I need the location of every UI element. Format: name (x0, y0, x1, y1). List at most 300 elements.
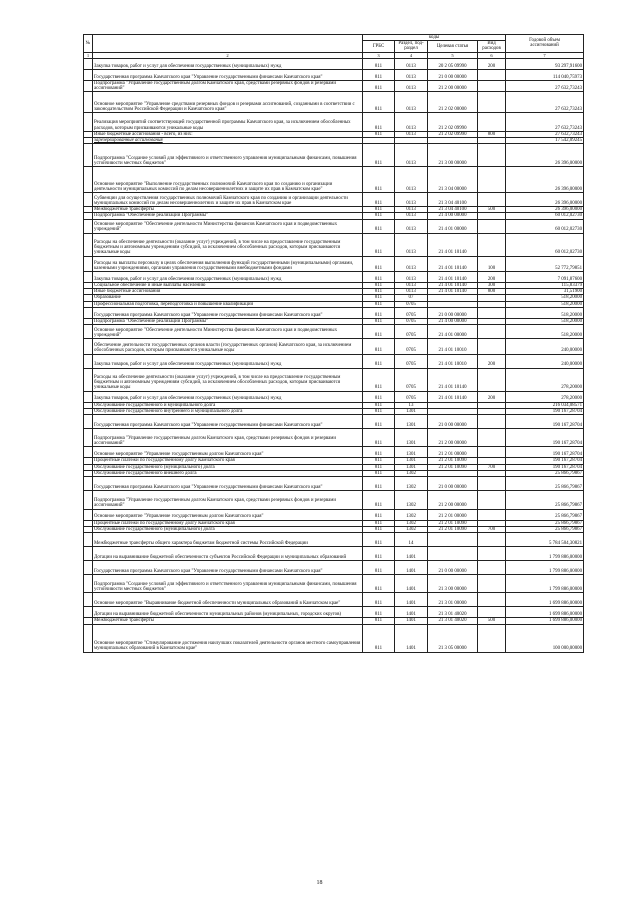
row-number-cell (84, 428, 93, 447)
row-grbs-cell: 811 (363, 113, 395, 132)
row-razdel-cell: 0705 (395, 301, 428, 307)
row-expense-type-cell: 300 (478, 283, 506, 289)
row-number-cell (84, 193, 93, 207)
row-number-cell (84, 219, 93, 233)
row-razdel-cell: 0113 (395, 207, 428, 213)
row-expense-type-cell (478, 80, 506, 91)
row-grbs-cell: 811 (363, 233, 395, 256)
row-razdel-cell: 0705 (395, 368, 428, 391)
row-expense-type-cell (478, 509, 506, 520)
row-razdel-cell: 0705 (395, 339, 428, 355)
header-number: № (84, 35, 93, 53)
table-row (84, 509, 584, 520)
row-sum-cell: 216 034,08571 (506, 402, 584, 408)
row-name-cell: Подпрограмма "Создание условий для эффективного и ответственного управления муниципальными финансами, повышения устойчивости местных бюджетов" (93, 574, 363, 593)
row-sum-cell: 1 799 886,00000 (506, 546, 584, 560)
row-grbs-cell: 811 (363, 272, 395, 283)
row-name-cell: Иные бюджетные ассигнования - всего, из них: (93, 131, 363, 137)
index-cell: 4 (395, 52, 428, 58)
row-razdel-cell: 1401 (395, 560, 428, 574)
row-razdel-cell: 1302 (395, 520, 428, 526)
row-sum-cell: 60 012,02730 (506, 213, 584, 219)
row-target-article-cell: 21 2 00 00000 (428, 428, 478, 447)
index-cell: 1 (84, 52, 93, 58)
row-sum-cell: 60 012,02730 (506, 219, 584, 233)
row-sum-cell: 190 167,28704 (506, 414, 584, 428)
row-grbs-cell: 811 (363, 207, 395, 213)
row-razdel-cell: 13 (395, 402, 428, 408)
row-expense-type-cell (478, 546, 506, 560)
row-name-cell: Основное мероприятие "Обеспечение деятельности Министерства финансов Камчатского края и подведомственных учреждений" (93, 325, 363, 339)
row-razdel-cell: 0113 (395, 58, 428, 69)
row-expense-type-cell (478, 167, 506, 193)
row-sum-cell: 27 632,73243 (506, 131, 584, 137)
row-expense-type-cell (478, 624, 506, 652)
row-razdel-cell: 1401 (395, 593, 428, 607)
row-razdel-cell: 1301 (395, 414, 428, 428)
row-sum-cell: 25 866,79867 (506, 477, 584, 491)
row-name-cell: Государственная программа Камчатского края "Управление государственными финансами Камчатского края" (93, 414, 363, 428)
row-sum-cell: 17 542,09245 (506, 137, 584, 143)
row-razdel-cell: 0113 (395, 167, 428, 193)
row-razdel-cell: 1401 (395, 618, 428, 624)
table-row (84, 113, 584, 132)
row-grbs-cell: 811 (363, 574, 395, 593)
table-row (84, 447, 584, 458)
table-row (84, 58, 584, 69)
row-razdel-cell: 1401 (395, 624, 428, 652)
row-sum-cell: 25 866,79867 (506, 470, 584, 476)
row-number-cell (84, 491, 93, 510)
row-razdel-cell: 0113 (395, 256, 428, 272)
row-expense-type-cell (478, 307, 506, 318)
table-row (84, 272, 584, 283)
row-razdel-cell: 0113 (395, 80, 428, 91)
row-expense-type-cell (478, 193, 506, 207)
row-name-cell: зарезервированные ассигнования (93, 137, 363, 143)
row-target-article-cell: 21 3 01 40020 (428, 618, 478, 624)
row-grbs-cell: 811 (363, 219, 395, 233)
row-name-cell: Расходы на выплаты персоналу в целях обеспечения выполнения функций государственными (муниципальными) органами, казенными учреждениями, органами управления государственными внебюджетными фондами (93, 256, 363, 272)
row-razdel-cell: 1301 (395, 428, 428, 447)
header-codes: коды (363, 35, 506, 41)
row-razdel-cell: 1302 (395, 491, 428, 510)
row-number-cell (84, 144, 93, 167)
row-target-article-cell: 21 2 01 00000 (428, 509, 478, 520)
row-expense-type-cell (478, 368, 506, 391)
row-grbs-cell: 811 (363, 193, 395, 207)
row-razdel-cell: 1401 (395, 574, 428, 593)
table-row (84, 256, 584, 272)
row-expense-type-cell (478, 233, 506, 256)
row-razdel-cell: 0705 (395, 318, 428, 324)
row-grbs-cell: 811 (363, 289, 395, 295)
row-name-cell: Субвенции для осуществления государственных полномочий Камчатского края по созданию и организации деятельности муниципальных комиссий по делам несовершеннолетних и защите их прав в Камчатском крае (93, 193, 363, 207)
row-expense-type-cell: 200 (478, 272, 506, 283)
row-expense-type-cell (478, 113, 506, 132)
budget-table (83, 34, 584, 653)
row-name-cell: Государственная программа Камчатского края "Управление государственными финансами Камчатского края" (93, 307, 363, 318)
row-expense-type-cell: 800 (478, 131, 506, 137)
row-grbs-cell: 811 (363, 318, 395, 324)
row-grbs-cell: 811 (363, 307, 395, 318)
row-razdel-cell: 1301 (395, 408, 428, 414)
row-sum-cell: 518,20000 (506, 325, 584, 339)
index-cell: 6 (478, 52, 506, 58)
row-grbs-cell: 811 (363, 301, 395, 307)
row-expense-type-cell (478, 414, 506, 428)
row-sum-cell: 25 866,79867 (506, 526, 584, 532)
row-sum-cell: 518,20000 (506, 318, 584, 324)
row-sum-cell: 26 396,00000 (506, 207, 584, 213)
row-sum-cell: 27 632,73243 (506, 113, 584, 132)
row-number-cell (84, 58, 93, 69)
row-target-article-cell: 21 3 04 40100 (428, 193, 478, 207)
row-grbs-cell: 811 (363, 447, 395, 458)
row-grbs-cell: 811 (363, 80, 395, 91)
row-name-cell: Основное мероприятие "Управление средствами резервных фондов и резервами ассигнований, созданными в соответствии с законодательством Российской Федерации и Камчатского края" (93, 92, 363, 113)
row-name-cell: Основное мероприятие "Управление государственным долгом Камчатского края" (93, 509, 363, 520)
row-name-cell: Основное мероприятие "Управление государственным долгом Камчатского края" (93, 447, 363, 458)
row-grbs-cell: 811 (363, 339, 395, 355)
row-name-cell: Закупка товаров, работ и услуг для обеспечения государственных (муниципальных) нужд (93, 391, 363, 402)
row-sum-cell: 27 632,73243 (506, 92, 584, 113)
row-sum-cell: 518,20000 (506, 307, 584, 318)
header-expense-type: Вид расходов (478, 41, 506, 52)
row-number-cell (84, 532, 93, 546)
table-row (84, 339, 584, 355)
row-grbs-cell: 811 (363, 325, 395, 339)
row-expense-type-cell: 500 (478, 618, 506, 624)
row-sum-cell: 190 167,28704 (506, 408, 584, 414)
row-grbs-cell: 811 (363, 464, 395, 470)
row-expense-type-cell (478, 491, 506, 510)
table-body (84, 58, 584, 652)
row-name-cell: Межбюджетные трансферты (93, 207, 363, 213)
row-grbs-cell: 811 (363, 295, 395, 301)
row-expense-type-cell (478, 532, 506, 546)
row-target-article-cell: 21 4 01 10010 (428, 339, 478, 355)
table-row (84, 144, 584, 167)
row-sum-cell: 190 167,28704 (506, 458, 584, 464)
row-razdel-cell: 1302 (395, 477, 428, 491)
row-razdel-cell: 0113 (395, 219, 428, 233)
row-target-article-cell: 21 3 01 00000 (428, 593, 478, 607)
row-grbs-cell: 811 (363, 560, 395, 574)
row-name-cell: Основное мероприятие "Стимулирование достижения наилучших показателей деятельности органов местного самоуправления муниципальных образований в Камчатском крае" (93, 624, 363, 652)
row-razdel-cell: 0113 (395, 193, 428, 207)
row-grbs-cell: 811 (363, 593, 395, 607)
row-sum-cell: 25 866,79867 (506, 491, 584, 510)
row-name-cell: Основное мероприятие "Выравнивание бюджетной обеспеченности муниципальных образований в Камчатском крае" (93, 593, 363, 607)
row-sum-cell: 52 772,79851 (506, 256, 584, 272)
row-razdel-cell: 1301 (395, 447, 428, 458)
row-grbs-cell: 811 (363, 607, 395, 618)
row-sum-cell: 190 167,28704 (506, 428, 584, 447)
row-razdel-cell: 0113 (395, 69, 428, 80)
row-number-cell (84, 509, 93, 520)
row-expense-type-cell (478, 339, 506, 355)
row-name-cell: Основное мероприятие "Обеспечение деятельности Министерства финансов Камчатского края и подведомственных учреждений" (93, 219, 363, 233)
row-razdel-cell: 0705 (395, 391, 428, 402)
row-expense-type-cell: 100 (478, 256, 506, 272)
row-target-article-cell: 21 2 01 10090 (428, 464, 478, 470)
row-target-article-cell (428, 532, 478, 546)
table-row (84, 307, 584, 318)
row-number-cell (84, 477, 93, 491)
table-row (84, 546, 584, 560)
row-name-cell: Межбюджетные трансферты общего характера бюджетам бюджетной системы Российской Федерации (93, 532, 363, 546)
row-grbs-cell: 811 (363, 69, 395, 80)
row-sum-cell: 190 167,28704 (506, 464, 584, 470)
row-expense-type-cell (478, 219, 506, 233)
row-razdel-cell: 0113 (395, 92, 428, 113)
row-number-cell (84, 113, 93, 132)
row-razdel-cell: 0113 (395, 131, 428, 137)
table-row (84, 532, 584, 546)
row-name-cell: Подпрограмма "Управление государственным долгом Камчатского края, средствами резервных фондов и резервами ассигнований" (93, 428, 363, 447)
row-number-cell (84, 272, 93, 283)
row-target-article-cell: 21 4 01 10140 (428, 368, 478, 391)
row-razdel-cell: 0705 (395, 325, 428, 339)
row-sum-cell: 5 784 504,30821 (506, 532, 584, 546)
table-row (84, 167, 584, 193)
row-grbs-cell: 811 (363, 428, 395, 447)
row-expense-type-cell: 200 (478, 391, 506, 402)
index-cell: 3 (363, 52, 395, 58)
table-row (84, 354, 584, 368)
row-sum-cell: 240,00000 (506, 339, 584, 355)
row-sum-cell: 278,20000 (506, 368, 584, 391)
row-expense-type-cell (478, 593, 506, 607)
row-target-article-cell: 21 3 01 40020 (428, 607, 478, 618)
row-expense-type-cell (478, 69, 506, 80)
row-expense-type-cell (478, 607, 506, 618)
row-target-article-cell: 21 2 01 00000 (428, 447, 478, 458)
index-cell: 5 (428, 52, 478, 58)
row-razdel-cell: 1401 (395, 607, 428, 618)
row-target-article-cell: 21 0 00 00000 (428, 414, 478, 428)
row-expense-type-cell (478, 428, 506, 447)
row-number-cell (84, 69, 93, 80)
row-grbs-cell: 811 (363, 624, 395, 652)
row-razdel-cell: 1302 (395, 470, 428, 476)
row-target-article-cell: 21 4 00 00000 (428, 213, 478, 219)
header-razdel: Раздел, под- раздел (395, 41, 428, 52)
row-number-cell (84, 546, 93, 560)
row-grbs-cell: 811 (363, 532, 395, 546)
row-grbs-cell: 811 (363, 402, 395, 408)
row-razdel-cell: 0113 (395, 144, 428, 167)
row-number-cell (84, 80, 93, 91)
row-target-article-cell: 21 2 00 00000 (428, 80, 478, 91)
row-sum-cell: 1 699 886,00000 (506, 607, 584, 618)
row-name-cell: Закупка товаров, работ и услуг для обеспечения государственных (муниципальных) нужд (93, 58, 363, 69)
row-name-cell: Дотации на выравнивание бюджетной обеспеченности субъектов Российской Федерации и муниципальных образований (93, 546, 363, 560)
table-row (84, 193, 584, 207)
table-row (84, 414, 584, 428)
row-expense-type-cell: 200 (478, 58, 506, 69)
row-sum-cell: 278,20000 (506, 391, 584, 402)
row-expense-type-cell (478, 574, 506, 593)
header-grbs: ГРБС (363, 41, 395, 52)
table-row (84, 593, 584, 607)
table-row (84, 69, 584, 80)
row-name-cell: Реализация мероприятий соответствующей государственной программы Камчатского края, за исключением обособленных расходов, которым присваиваются уникальные коды (93, 113, 363, 132)
row-target-article-cell: 21 3 04 00000 (428, 167, 478, 193)
row-sum-cell: 31,51900 (506, 289, 584, 295)
row-target-article-cell: 21 3 05 00000 (428, 624, 478, 652)
row-razdel-cell: 1302 (395, 526, 428, 532)
row-sum-cell: 60 012,02730 (506, 233, 584, 256)
row-name-cell: Расходы на обеспечение деятельности (оказание услуг) учреждений, в том числе на предоставление государственным бюджетным и автономным учреждениям субсидий, за исключением обособленных расходов, которым присваиваются уникальные коды (93, 233, 363, 256)
row-grbs-cell: 811 (363, 167, 395, 193)
row-sum-cell: 7 091,87600 (506, 272, 584, 283)
row-grbs-cell: 811 (363, 470, 395, 476)
row-razdel-cell: 1401 (395, 546, 428, 560)
row-grbs-cell: 811 (363, 509, 395, 520)
row-name-cell: Подпрограмма "Обеспечение реализации Программы" (93, 213, 363, 219)
row-expense-type-cell: 700 (478, 464, 506, 470)
row-grbs-cell: 811 (363, 144, 395, 167)
row-sum-cell: 518,20000 (506, 295, 584, 301)
row-number-cell (84, 256, 93, 272)
row-sum-cell: 115,83379 (506, 283, 584, 289)
row-sum-cell: 1 799 886,00000 (506, 560, 584, 574)
row-name-cell: Образование (93, 295, 363, 301)
row-grbs-cell: 811 (363, 131, 395, 137)
row-target-article-cell: 21 2 01 10090 (428, 458, 478, 464)
row-target-article-cell: 21 0 00 00000 (428, 307, 478, 318)
table-row (84, 80, 584, 91)
row-expense-type-cell: 200 (478, 354, 506, 368)
row-sum-cell: 26 396,00000 (506, 144, 584, 167)
row-razdel-cell: 1301 (395, 458, 428, 464)
table-row (84, 477, 584, 491)
row-grbs-cell: 811 (363, 526, 395, 532)
row-name-cell: Дотации на выравнивание бюджетной обеспеченности муниципальных районов (муниципальных, городских округов) (93, 607, 363, 618)
row-razdel-cell: 0113 (395, 289, 428, 295)
row-name-cell: Процентные платежи по государственному долгу Камчатского края (93, 458, 363, 464)
table-row (84, 560, 584, 574)
row-grbs-cell: 811 (363, 408, 395, 414)
header-target-article: Целевая статья (428, 41, 478, 52)
row-grbs-cell: 811 (363, 213, 395, 219)
row-target-article-cell: 20 2 05 09990 (428, 58, 478, 69)
row-name-cell: Государственная программа Камчатского края "Управление государственными финансами Камчатского края" (93, 560, 363, 574)
row-grbs-cell: 811 (363, 458, 395, 464)
row-razdel-cell: 07 (395, 295, 428, 301)
row-name-cell: Закупка товаров, работ и услуг для обеспечения государственных (муниципальных) нужд (93, 354, 363, 368)
row-name-cell: Государственная программа Камчатского края "Управление государственными финансами Камчатского края" (93, 69, 363, 80)
row-number-cell (84, 560, 93, 574)
row-name-cell: Закупка товаров, работ и услуг для обеспечения государственных (муниципальных) нужд (93, 272, 363, 283)
row-grbs-cell: 811 (363, 368, 395, 391)
row-name-cell: Обслуживание государственного внешнего долга (93, 470, 363, 476)
table-row (84, 391, 584, 402)
row-grbs-cell: 811 (363, 58, 395, 69)
row-grbs-cell: 811 (363, 414, 395, 428)
row-expense-type-cell (478, 447, 506, 458)
row-target-article-cell: 21 4 00 00000 (428, 318, 478, 324)
row-target-article-cell: 21 4 01 10140 (428, 391, 478, 402)
row-grbs-cell: 811 (363, 546, 395, 560)
table-row (84, 325, 584, 339)
header-name (93, 35, 363, 53)
row-expense-type-cell: 800 (478, 289, 506, 295)
row-name-cell: Подпрограмма "Обеспечение реализации Программы" (93, 318, 363, 324)
row-grbs-cell: 811 (363, 391, 395, 402)
row-number-cell (84, 624, 93, 652)
row-target-article-cell: 21 2 01 10090 (428, 526, 478, 532)
row-grbs-cell: 811 (363, 92, 395, 113)
row-name-cell: Подпрограмма "Управление государственным долгом Камчатского края, средствами резервных фондов и резервами ассигнований" (93, 80, 363, 91)
row-target-article-cell: 21 4 01 10140 (428, 289, 478, 295)
row-number-cell (84, 325, 93, 339)
row-razdel-cell: 1301 (395, 464, 428, 470)
row-target-article-cell: 21 2 00 00000 (428, 491, 478, 510)
row-target-article-cell: 21 4 01 10140 (428, 283, 478, 289)
row-razdel-cell: 0113 (395, 272, 428, 283)
row-grbs-cell: 811 (363, 354, 395, 368)
row-expense-type-cell (478, 144, 506, 167)
row-name-cell: Расходы на обеспечение деятельности (оказание услуг) учреждений, в том числе на предоставление государственным бюджетным и автономным учреждениям субсидий, за исключением обособленных расходов, которым присваиваются уникальные коды (93, 368, 363, 391)
row-sum-cell: 518,20000 (506, 301, 584, 307)
row-target-article-cell: 21 4 01 00000 (428, 219, 478, 233)
row-number-cell (84, 391, 93, 402)
row-razdel-cell: 0705 (395, 354, 428, 368)
row-expense-type-cell: 700 (478, 526, 506, 532)
row-target-article-cell: 21 4 01 10010 (428, 354, 478, 368)
row-target-article-cell: 21 4 01 00000 (428, 325, 478, 339)
row-target-article-cell: 21 2 02 09990 (428, 113, 478, 132)
table-row (84, 428, 584, 447)
row-number-cell (84, 447, 93, 458)
row-number-cell (84, 414, 93, 428)
row-razdel-cell: 0705 (395, 307, 428, 318)
row-number-cell (84, 607, 93, 618)
row-sum-cell: 240,00000 (506, 354, 584, 368)
row-number-cell (84, 167, 93, 193)
row-number-cell (84, 368, 93, 391)
row-sum-cell: 1 799 886,00000 (506, 574, 584, 593)
row-sum-cell: 27 632,73243 (506, 80, 584, 91)
row-number-cell (84, 307, 93, 318)
header-sum: Годовой объем ассигнований (506, 35, 584, 53)
row-target-article-cell: 21 3 00 00000 (428, 574, 478, 593)
row-name-cell: Обслуживание государственного и муниципального долга (93, 402, 363, 408)
row-target-article-cell: 21 2 01 10090 (428, 520, 478, 526)
row-target-article-cell: 21 3 00 00000 (428, 144, 478, 167)
row-target-article-cell: 21 0 00 00000 (428, 477, 478, 491)
row-target-article-cell (428, 546, 478, 560)
table-row (84, 607, 584, 618)
table-row (84, 624, 584, 652)
row-sum-cell: 1 699 886,00000 (506, 593, 584, 607)
row-name-cell: Процентные платежи по государственному долгу Камчатского края (93, 520, 363, 526)
row-sum-cell: 26 396,00000 (506, 167, 584, 193)
row-target-article-cell: 21 3 04 40100 (428, 207, 478, 213)
row-name-cell: Подпрограмма "Создание условий для эффективного и ответственного управления муниципальными финансами, повышения устойчивости местных бюджетов" (93, 144, 363, 167)
row-number-cell (84, 593, 93, 607)
row-expense-type-cell (478, 325, 506, 339)
row-sum-cell: 25 866,79867 (506, 509, 584, 520)
row-razdel-cell: 0113 (395, 113, 428, 132)
row-sum-cell: 190 167,28704 (506, 447, 584, 458)
row-grbs-cell: 811 (363, 491, 395, 510)
row-name-cell: Социальное обеспечение и иные выплаты населению (93, 283, 363, 289)
row-expense-type-cell: 500 (478, 207, 506, 213)
